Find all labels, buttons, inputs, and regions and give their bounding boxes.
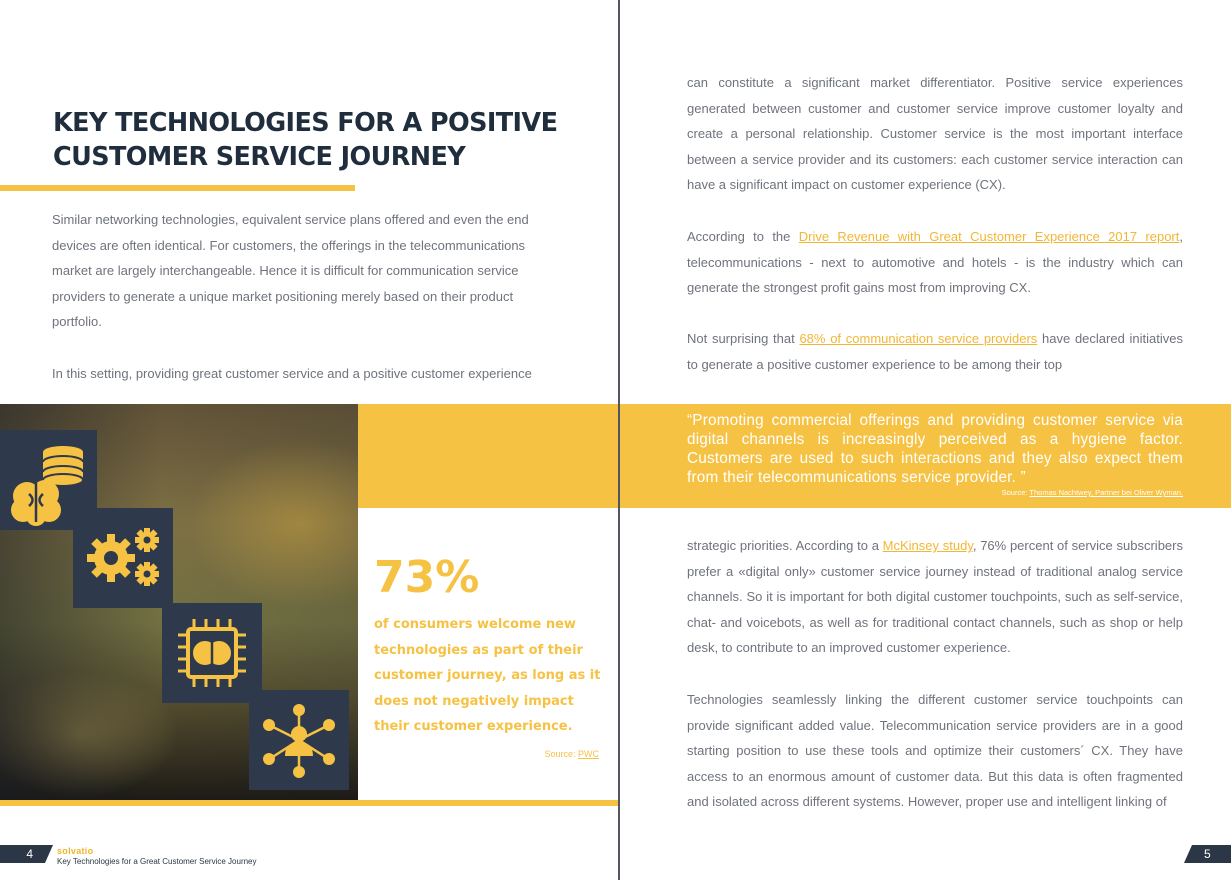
intro-paragraph: Similar networking technologies, equivalent service plans offered and even the end devices are often identical. For customers, the offerings in the telecommunications market are largely interchangeable. Hence it is difficult for communication service providers to generate a unique market positioning merely based on their product portfolio. <box>52 212 529 330</box>
stat-source-link[interactable]: PWC <box>578 749 599 759</box>
csp-link[interactable]: 68% of communication service providers <box>799 331 1038 346</box>
stat-description: of consumers welcome new technologies as part of their customer journey, as long as it does not negatively impact their customer experience. <box>374 617 601 734</box>
technology-photo <box>0 404 358 802</box>
csp-text-post: have declared initiatives to generate a positive customer experience to be among their top <box>687 331 1183 372</box>
mckinsey-paragraph <box>687 533 1183 661</box>
quote-band-left <box>358 404 618 508</box>
brand-logo: solvatio <box>57 846 94 856</box>
page-number-right: 5 <box>1192 845 1231 863</box>
report-link[interactable]: Drive Revenue with Great Customer Experience 2017 report <box>798 229 1180 244</box>
mckinsey-link[interactable]: McKinsey study <box>882 538 973 553</box>
csp-paragraph <box>687 326 1183 377</box>
quote-source-link[interactable]: Thomas Nachtwey, Partner bei Oliver Wyman. <box>1029 488 1183 497</box>
report-text-post: , telecommunications - next to automotive and hotels - is the industry which can generate the strongest profit gains most from improving CX. <box>687 229 1183 296</box>
people-network-icon <box>249 690 349 790</box>
setting-paragraph: In this setting, providing great customer service and a positive customer experience <box>52 366 532 381</box>
quote-text: “Promoting commercial offerings and providing customer service via digital channels is increasingly perceived as a hygiene factor. Customers are used to such interactions and they also expect them from their telecommunications service provider. ” <box>687 412 1183 486</box>
differentiator-paragraph: can constitute a significant market differentiator. Positive service experiences generated between customer and customer service improve customer loyalty and create a personal relationship. Customer service is the most important interface between a service provider and its customers: each customer service interaction can have a significant impact on customer experience (CX). <box>687 75 1183 193</box>
title-underline <box>0 185 355 191</box>
mckinsey-text-post: , 76% percent of service subscribers prefer a «digital only» customer service journey instead of traditional analog service channels. So it is important for both digital customer touchpoints, such as self-service, chat- and voicebots, as well as for traditional contact channels, such as shop or help desk, to contribute to an improved customer experience. <box>687 538 1183 656</box>
ai-chip-icon <box>162 603 262 703</box>
csp-text-pre: Not surprising that <box>687 331 800 346</box>
technologies-paragraph: Technologies seamlessly linking the different customer service touchpoints can provide significant added value. Telecommunication service providers are in a good starting position to use these tools and optimize their customers´ CX. They have access to an enormous amount of customer data. But this data is often fragmented and isolated across different systems. However, proper use and intelligent linking of <box>687 692 1183 810</box>
page-number-left: 4 <box>0 845 45 863</box>
page-title: KEY TECHNOLOGIES FOR A POSITIVE CUSTOMER SERVICE JOURNEY <box>53 108 558 172</box>
stat-number: 73% <box>374 552 480 603</box>
stat-source <box>500 749 599 759</box>
stat-source-label: Source: <box>544 749 578 759</box>
report-text-pre: According to the <box>687 229 799 244</box>
right-page <box>620 0 1231 880</box>
bottom-accent-bar <box>0 800 618 806</box>
quote-source-label: Source: <box>1001 488 1030 497</box>
report-paragraph <box>687 224 1183 301</box>
gears-icon <box>73 508 173 608</box>
footer-caption: Key Technologies for a Great Customer Service Journey <box>57 857 257 866</box>
quote-source <box>687 488 1183 497</box>
mckinsey-text-pre: strategic priorities. According to a <box>687 538 883 553</box>
